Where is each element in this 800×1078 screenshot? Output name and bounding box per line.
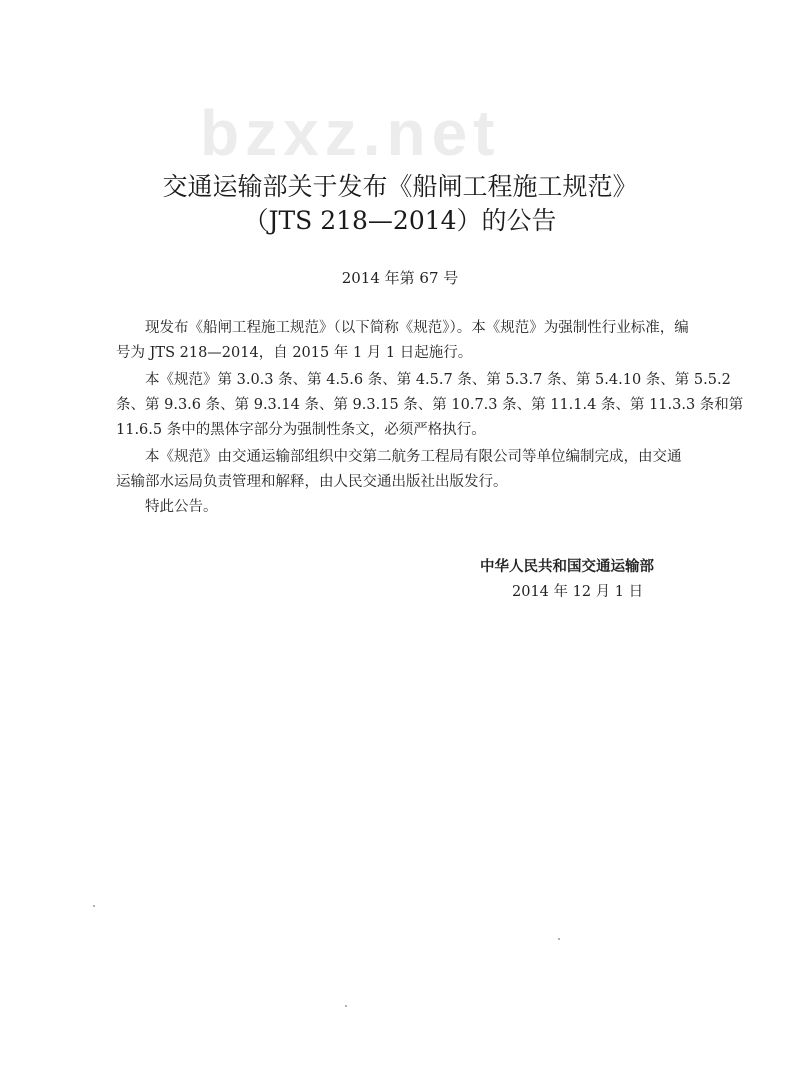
scan-speck [558,938,560,940]
body-line: 11.6.5 条中的黑体字部分为强制性条文，必须严格执行。 [116,422,486,438]
body-line: 条、第 9.3.6 条、第 9.3.14 条、第 9.3.15 条、第 10.7.3 条、第 11.1.4 条、第 11.3.3 条和第 [116,397,744,413]
scan-speck [345,1005,347,1007]
issue-date: 2014 年 12 月 1 日 [512,584,644,600]
body-line: 本《规范》第 3.0.3 条、第 4.5.6 条、第 4.5.7 条、第 5.3.7 条、第 5.4.10 条、第 5.5.2 [145,372,731,388]
body-line: 特此公告。 [145,499,218,515]
document-number: 2014 年第 67 号 [341,269,459,287]
body-line: 现发布《船闸工程施工规范》（以下简称《规范》）。本《规范》为强制性行业标准，编 [145,320,689,336]
title-line-2: （JTS 218—2014）的公告 [243,206,557,235]
issuer: 中华人民共和国交通运输部 [480,558,654,575]
body-line: 号为 JTS 218—2014，自 2015 年 1 月 1 日起施行。 [116,345,473,361]
watermark: bzxz.net [200,97,501,169]
scan-speck [93,905,95,907]
title-line-1: 交通运输部关于发布《船闸工程施工规范》 [162,172,638,201]
body-line: 本《规范》由交通运输部组织中交第二航务工程局有限公司等单位编制完成，由交通 [145,449,682,465]
body-line: 运输部水运局负责管理和解释，由人民交通出版社出版发行。 [116,474,508,490]
